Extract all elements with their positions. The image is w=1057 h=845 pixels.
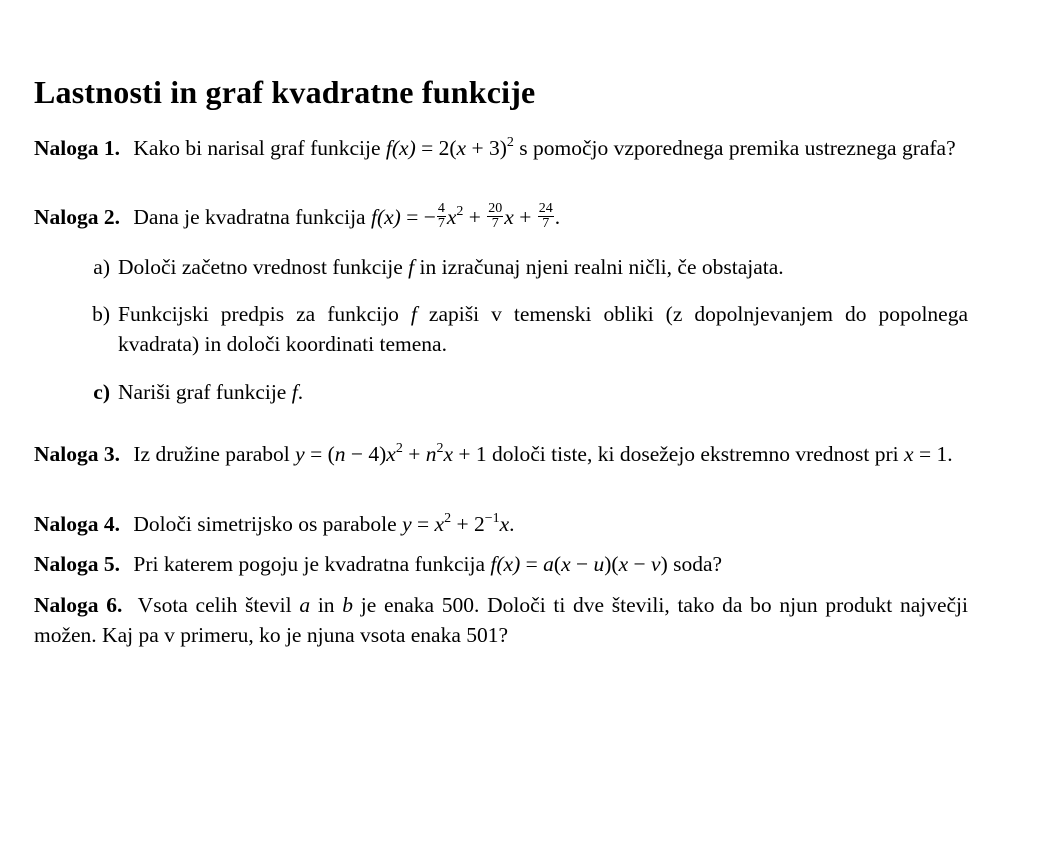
formula: $y = x^2 + 2^{-1}x$ (402, 511, 510, 536)
task-label: Naloga 6. (34, 593, 123, 617)
fraction: $\frac{4}{7}$ (437, 200, 445, 231)
page-title: Lastnosti in graf kvadratne funkcije (34, 74, 536, 110)
task-5 (34, 549, 968, 579)
task-text: Dana je kvadratna funkcija (133, 205, 366, 229)
subtask-b: b) Funkcijski predpis za funkcijo f zapiši v temenski obliki (z dopolnjevanjem do popolnega kvadrata) in določi koordinati temena. (84, 299, 968, 359)
subtask-marker: a) (93, 255, 110, 279)
fraction: $\frac{24}{7}$ (538, 200, 553, 231)
task-label: Naloga 1. (34, 136, 120, 160)
task-text: Določi simetrijsko os parabole (133, 512, 397, 536)
task-label: Naloga 3. (34, 442, 120, 466)
variable-a: a (299, 593, 311, 617)
task-text: s pomočjo vzporednega premika ustreznega grafa? (519, 136, 956, 160)
subtask-c: c) Nariši graf funkcije f. (84, 377, 968, 407)
formula: $f(x) = 2(x + 3)^2$ (385, 135, 514, 160)
task-label: Naloga 4. (34, 512, 120, 536)
task-text: in (317, 593, 335, 617)
task-text: je enaka 500. Določi ti dve števili, tako da bo njun produkt največji možen. Kaj pa v primeru, ko je njuna vsota enaka 501? (34, 593, 968, 647)
task-text: določi tiste, ki dosežejo ekstremno vrednost pri (492, 442, 899, 466)
task-text: soda? (673, 552, 723, 576)
formula: $y = (n - 4)x^2 + n^2x + 1$ (295, 441, 487, 466)
task-3: Naloga 3. Iz družine parabol $y = (n - 4)x^2 + n^2x + 1$ določi tiste, ki dosežejo ekstremno vrednost pri x = 1. (34, 441, 953, 466)
task-text: Vsota celih števil (137, 593, 292, 617)
task-text: Pri katerem pogoju je kvadratna funkcija (133, 552, 486, 576)
task-text: Iz družine parabol (133, 442, 290, 466)
subtask-marker: b) (92, 302, 110, 326)
task-2 (34, 202, 968, 234)
task-4: Naloga 4. Določi simetrijsko os parabole $y = x^2 + 2^{-1}x$. (34, 511, 515, 536)
subtask-a: a) Določi začetno vrednost funkcije f in izračunaj njeni realni ničli, če obstajata. (84, 252, 968, 282)
task-text: Kako bi narisal graf funkcije (133, 136, 381, 160)
task-label: Naloga 2. (34, 205, 120, 229)
task-label: Naloga 5. (34, 552, 120, 576)
variable-b: b (342, 593, 354, 617)
subtask-marker: c) (93, 380, 110, 404)
formula: f(x) = a(x − u)(x − v) (490, 552, 668, 576)
condition: x = 1 (904, 442, 948, 466)
task-6 (34, 590, 968, 650)
fraction: $\frac{20}{7}$ (488, 200, 503, 231)
task-1 (34, 133, 968, 163)
formula: f(x) = − $\frac{4}{7}$ $x^2$ + $\frac{20}{7}$ x + $\frac{24}{7}$ . (370, 200, 561, 231)
